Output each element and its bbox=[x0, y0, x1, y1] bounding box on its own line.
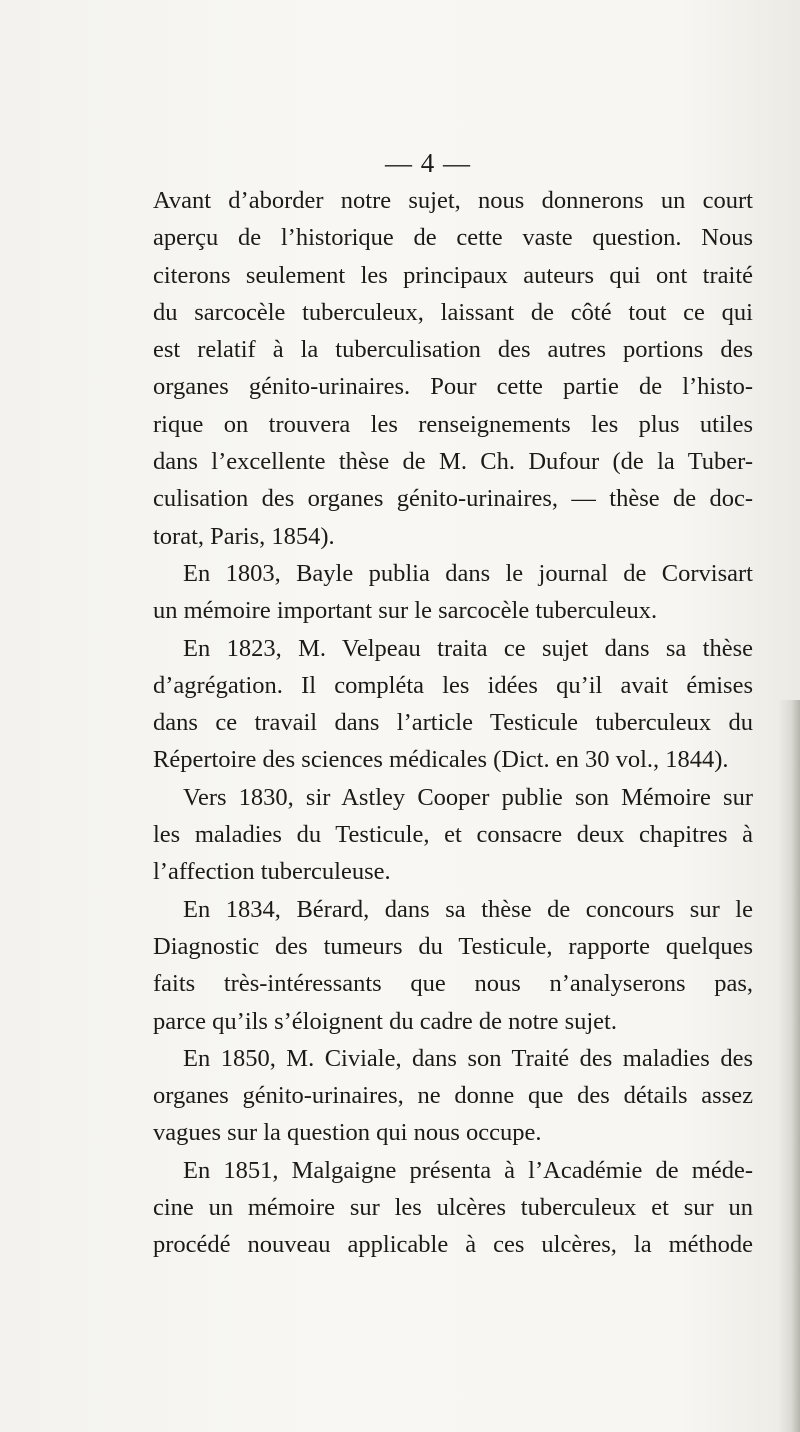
page-edge-shadow bbox=[778, 700, 800, 1432]
text-line: organes génito-urinaires. Pour cette partie de l’histo- bbox=[153, 373, 753, 401]
text-line: procédé nouveau applicable à ces ulcères, la méthode bbox=[153, 1231, 753, 1259]
text-line: torat, Paris, 1854). bbox=[153, 522, 335, 550]
text-line: du sarcocèle tuberculeux, laissant de côté tout ce qui bbox=[153, 298, 753, 326]
text-line: Vers 1830, sir Astley Cooper publie son Mémoire sur bbox=[183, 783, 753, 811]
text-line: En 1851, Malgaigne présenta à l’Académie de méde- bbox=[183, 1156, 753, 1184]
text-line: les maladies du Testicule, et consacre deux chapitres à bbox=[153, 821, 753, 849]
text-line: rique on trouvera les renseignements les plus utiles bbox=[153, 410, 753, 438]
text-line: Répertoire des sciences médicales (Dict. en 30 vol., 1844). bbox=[153, 746, 729, 774]
text-line: dans ce travail dans l’article Testicule tuberculeux du bbox=[153, 709, 753, 737]
text-line: En 1823, M. Velpeau traita ce sujet dans sa thèse bbox=[183, 634, 753, 662]
text-line: vagues sur la question qui nous occupe. bbox=[153, 1119, 542, 1147]
text-line: En 1803, Bayle publia dans le journal de Corvisart bbox=[183, 559, 753, 587]
body-text bbox=[153, 182, 753, 1264]
text-line: est relatif à la tuberculisation des autres portions des bbox=[153, 336, 753, 364]
text-line: parce qu’ils s’éloignent du cadre de notre sujet. bbox=[153, 1007, 617, 1035]
text-line: En 1834, Bérard, dans sa thèse de concours sur le bbox=[183, 895, 753, 923]
text-line: d’agrégation. Il compléta les idées qu’il avait émises bbox=[153, 671, 753, 699]
text-line: dans l’excellente thèse de M. Ch. Dufour (de la Tuber- bbox=[153, 448, 753, 476]
text-line: organes génito-urinaires, ne donne que des détails assez bbox=[153, 1082, 753, 1110]
text-line: aperçu de l’historique de cette vaste question. Nous bbox=[153, 224, 753, 252]
text-line: Diagnostic des tumeurs du Testicule, rapporte quelques bbox=[153, 932, 753, 960]
page-number: — 4 — bbox=[385, 148, 471, 178]
text-line: faits très-intéressants que nous n’analyserons pas, bbox=[153, 970, 753, 998]
text-line: citerons seulement les principaux auteurs qui ont traité bbox=[153, 261, 753, 289]
text-line: En 1850, M. Civiale, dans son Traité des maladies des bbox=[183, 1044, 753, 1072]
text-line: l’affection tuberculeuse. bbox=[153, 858, 391, 886]
text-line: un mémoire important sur le sarcocèle tuberculeux. bbox=[153, 597, 658, 625]
text-line: cine un mémoire sur les ulcères tuberculeux et sur un bbox=[153, 1194, 753, 1222]
text-line: Avant d’aborder notre sujet, nous donnerons un court bbox=[153, 187, 753, 214]
text-line: culisation des organes génito-urinaires, — thèse de doc- bbox=[153, 485, 753, 513]
